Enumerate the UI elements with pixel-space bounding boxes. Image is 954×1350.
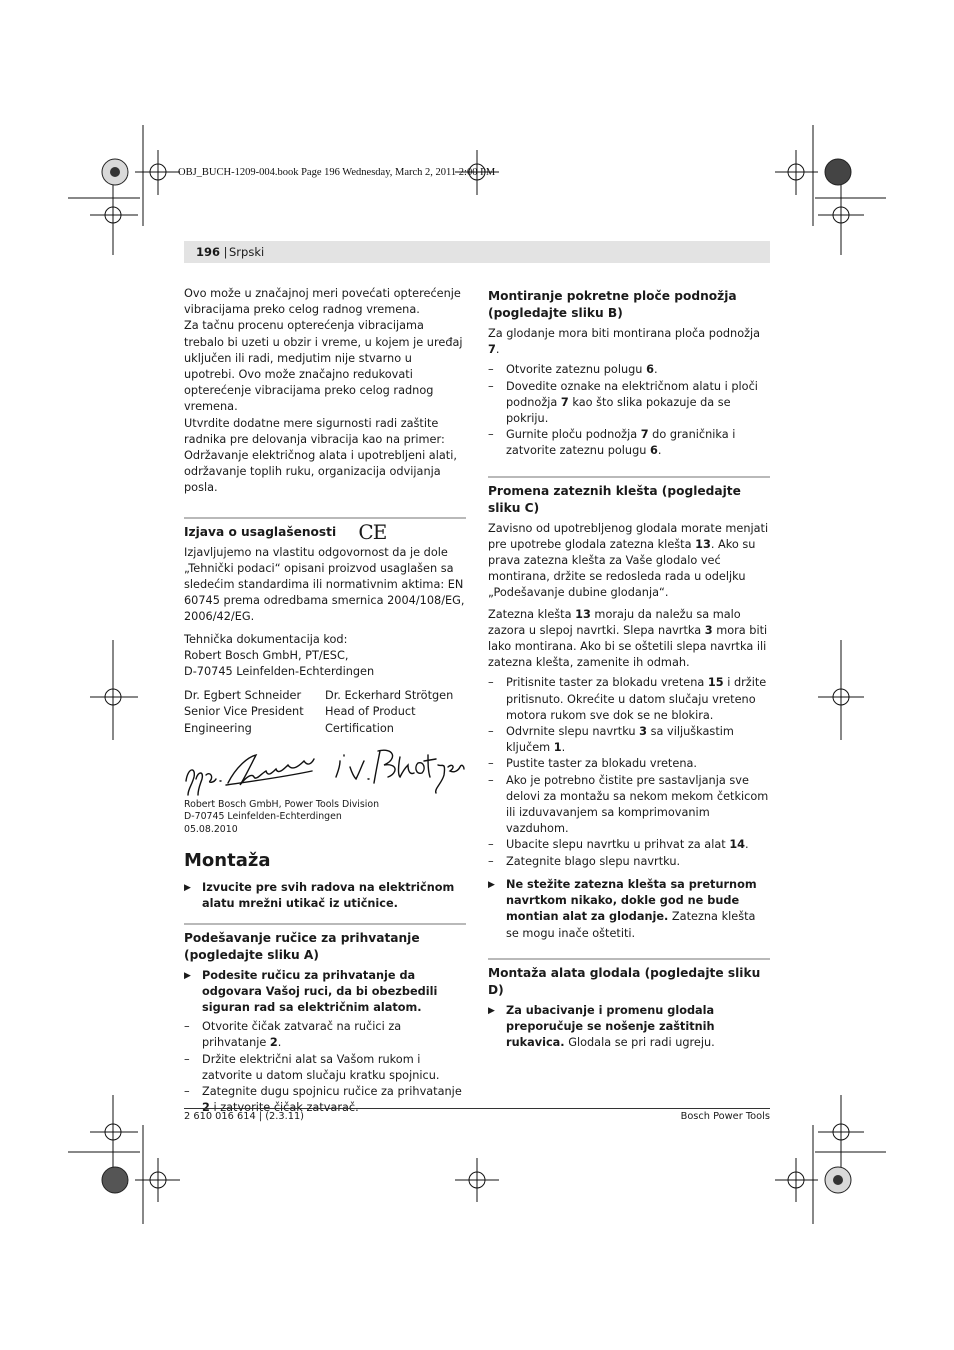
handle-warning-text: Podesite ručicu za prihvatanje da odgovara Vašoj ruci, da bi obezbedili siguran rad sa električnim alatom. [202, 968, 438, 1014]
step-text: Dovedite oznake na električnom alatu i ploči podnožja [506, 379, 758, 409]
step-text: . [277, 1036, 282, 1050]
collet-step-4 [488, 773, 770, 838]
montaza-warning [184, 880, 466, 912]
footer-brand: Bosch Power Tools [680, 1111, 770, 1122]
tech-doc-line2: D-70745 Leinfelden-Echterdingen [184, 665, 375, 679]
header-separator: | [220, 245, 232, 259]
part-number: 3 [704, 623, 713, 637]
handle-section [184, 923, 466, 1117]
signers [184, 688, 466, 737]
signer-1-role1: Senior Vice President [184, 705, 304, 719]
step-text: Gurnite ploču podnožja [506, 428, 641, 442]
step-text: Zategnite blago slepu navrtku. [506, 854, 681, 868]
handwritten-signatures [184, 737, 466, 799]
para-text: moraju da naležu sa malo zazora u slepoj navrtki. Slepa navrtka [488, 607, 741, 637]
collet-step-6 [488, 854, 770, 870]
part-number: 2 [202, 1101, 210, 1115]
base-step-1 [488, 362, 770, 378]
step-text: . [745, 838, 749, 852]
intro-p2: Za tačnu procenu opterećenja vibracijama trebalo bi uzeti u obzir i vreme, u kojem je uređaj uključen ili radi, medjutim nije stvarno u upotrebi. Ovo može značajno redukovati opterećenje vibracijama preko celog radnog vremena. [184, 319, 463, 414]
intro-p3: Utvrdite dodatne mere sigurnosti radi zaštite radnika pre delovanja vibracija kao na primer: Održavanje električnog alata i upotrebljeni alati, održavanje toplih ruku, organizacija odvijanja posla. [184, 416, 457, 495]
step-text: Otvorite čičak zatvarač na ručici za prihvatanje [202, 1020, 402, 1050]
step-text: Pustite taster za blokadu vretena. [506, 757, 697, 771]
step-text: Držite električni alat sa Vašom rukom i zatvorite u datom slučaju kratku spojnicu. [202, 1052, 440, 1082]
right-column [488, 288, 770, 1051]
step-text: . [653, 363, 658, 377]
step-text: do graničnika i zatvorite zateznu polugu [506, 428, 736, 458]
para-text: . [495, 343, 500, 357]
collet-p2 [488, 607, 770, 672]
collet-p1 [488, 521, 770, 602]
company-line1: Robert Bosch GmbH, Power Tools Division [184, 798, 380, 810]
page-number: 196 [196, 245, 221, 259]
step-text: Zategnite dugu spojnicu ručice za prihvatanje [202, 1084, 462, 1098]
conformity-title-text: Izjava o usaglašenosti [184, 524, 337, 539]
warning-bold: Za ubacivanje i promenu glodala preporučuje se nošenje zaštitnih rukavica. [506, 1003, 715, 1050]
signer-1-name: Dr. Egbert Schneider [184, 689, 302, 703]
handle-step-2 [184, 1052, 466, 1084]
part-number: 15 [707, 676, 724, 690]
signer-1 [184, 688, 325, 737]
base-intro [488, 326, 770, 358]
dash-bullet: – [488, 676, 494, 690]
router-title: Montaža alata glodala (pogledajte sliku D) [488, 965, 761, 997]
signer-2-name: Dr. Eckerhard Strötgen [325, 689, 454, 703]
base-step-2 [488, 379, 770, 428]
collet-warning [488, 877, 770, 942]
para-text: Zavisno od upotrebljenog glodala morate menjati pre upotrebe glodala zatezna klešta [488, 521, 769, 551]
collet-section [488, 476, 770, 942]
triangle-bullet-icon: ▶ [184, 883, 191, 894]
signer-2 [325, 688, 466, 737]
part-number: 2 [269, 1036, 278, 1050]
part-number: 6 [650, 444, 658, 458]
handle-step-1 [184, 1019, 466, 1051]
para-text: Za glodanje mora biti montirana ploča podnožja [488, 327, 761, 340]
page-header [184, 241, 770, 263]
warning-bold: Ne stežite zatezna klešta sa preturnom navrtkom nikako, dokle god ne bude montian alat za glodanje. [506, 877, 757, 924]
base-section [488, 288, 770, 460]
signatures [184, 737, 466, 799]
warning-text: Glodala se pri radi ugreju. [564, 1036, 715, 1050]
part-number: 7 [488, 343, 496, 357]
para-text: . Ako su prava zatezna klešta za Vaše glodalo već montirana, držite se redosleda rada u odeljku „Podešavanje dubine glodanja“. [488, 537, 756, 600]
step-text: i zatvorite čičak zatvarač. [209, 1101, 359, 1115]
conformity-title [184, 519, 466, 544]
dash-bullet: – [184, 1020, 190, 1034]
router-section [488, 958, 770, 1052]
tech-doc-label: Tehnička dokumentacija kod: [184, 632, 348, 646]
conformity-text: Izjavljujemo na vlastitu odgovornost da je dole „Tehnički podaci“ opisani proizvod usaglašen sa sledećim standardima ili normativnim aktima: EN 60745 prema odredbama smernica 2004/108/EG, 2006/42/EG. [184, 545, 465, 624]
step-text: sa viljuškastim ključem [506, 725, 734, 755]
part-number: 1 [553, 741, 562, 755]
triangle-bullet-icon: ▶ [488, 1005, 495, 1016]
part-number: 3 [639, 725, 648, 739]
dash-bullet: – [488, 363, 494, 377]
collet-step-1 [488, 675, 770, 724]
step-text: Ako je potrebno čistite pre sastavljanja sve delovi za montažu sa nekom mekom četkicom ili izduvavanjem sa komprimovanim vazduhom. [506, 773, 769, 836]
step-text: kao što slika pokazuje da se pokriju. [506, 395, 731, 426]
dash-bullet: – [488, 838, 494, 852]
intro-p1: Ovo može u značajnoj meri povećati opterećenje vibracijama preko celog radnog vremena. [184, 287, 461, 317]
handle-title: Podešavanje ručice za prihvatanje (pogledajte sliku A) [184, 930, 420, 962]
handle-warning [184, 968, 466, 1017]
montaza-title: Montaža [184, 850, 271, 872]
dash-bullet: – [184, 1052, 190, 1066]
dash-bullet: – [184, 1084, 190, 1098]
company-line2: D-70745 Leinfelden-Echterdingen [184, 811, 342, 823]
para-text: mora biti lako montirana. Ako bi se oštetili slepa navrtka ili zatezna klešta, zamenite ih odmah. [488, 623, 768, 670]
triangle-bullet-icon: ▶ [488, 879, 495, 890]
part-number: 7 [560, 395, 569, 409]
collet-step-3 [488, 756, 770, 772]
part-number: 13 [575, 607, 591, 621]
print-info: OBJ_BUCH-1209-004.book Page 196 Wednesday, March 2, 2011 2:00 PM [178, 167, 496, 178]
para-text: Zatezna klešta [488, 607, 576, 621]
triangle-bullet-icon: ▶ [184, 970, 191, 981]
dash-bullet: – [488, 854, 494, 868]
signer-2-role2: Certification [325, 721, 394, 735]
tech-doc-line1: Robert Bosch GmbH, PT/ESC, [184, 648, 349, 662]
step-text: Otvorite zateznu polugu [506, 363, 647, 377]
step-text: Odvrnite slepu navrtku [506, 725, 640, 739]
step-text: . [657, 444, 662, 458]
signer-1-role2: Engineering [184, 721, 252, 735]
step-text: Ubacite slepu navrtku u prihvat za alat [506, 838, 730, 852]
dash-bullet: – [488, 773, 494, 787]
dash-bullet: – [488, 757, 494, 771]
ce-mark-icon: CE [358, 519, 387, 544]
footer-doc-number: 2 610 016 614 | (2.3.11) [184, 1111, 305, 1122]
dash-bullet: – [488, 379, 494, 393]
declaration-date: 05.08.2010 [184, 823, 238, 835]
warning-text: Zatezna klešta se mogu inače oštetiti. [506, 910, 756, 940]
step-text: Pritisnite taster za blokadu vretena [506, 676, 708, 690]
collet-step-5 [488, 837, 770, 853]
montaza-warning-text: Izvucite pre svih radova na električnom alatu mrežni utikač iz utičnice. [202, 881, 455, 911]
part-number: 7 [640, 428, 649, 442]
step-text: i držite pritisnuto. Okrećite u datom slučaju vreteno motora rukom sve dok se ne blokira. [506, 676, 767, 722]
left-column [184, 286, 466, 1116]
step-text: . [561, 741, 566, 755]
router-warning [488, 1003, 770, 1052]
conformity-section [184, 517, 466, 836]
part-number: 14 [729, 838, 746, 852]
part-number: 13 [695, 537, 711, 551]
collet-title: Promena zateznih klešta (pogledajte sliku C) [488, 483, 741, 515]
dash-bullet: – [488, 428, 494, 442]
dash-bullet: – [488, 725, 494, 739]
collet-step-2 [488, 724, 770, 756]
header-language: Srpski [229, 245, 265, 259]
base-title: Montiranje pokretne ploče podnožja (pogledajte sliku B) [488, 289, 737, 320]
part-number: 6 [646, 363, 654, 377]
base-step-3 [488, 427, 770, 459]
signer-2-role1: Head of Product [325, 705, 416, 719]
